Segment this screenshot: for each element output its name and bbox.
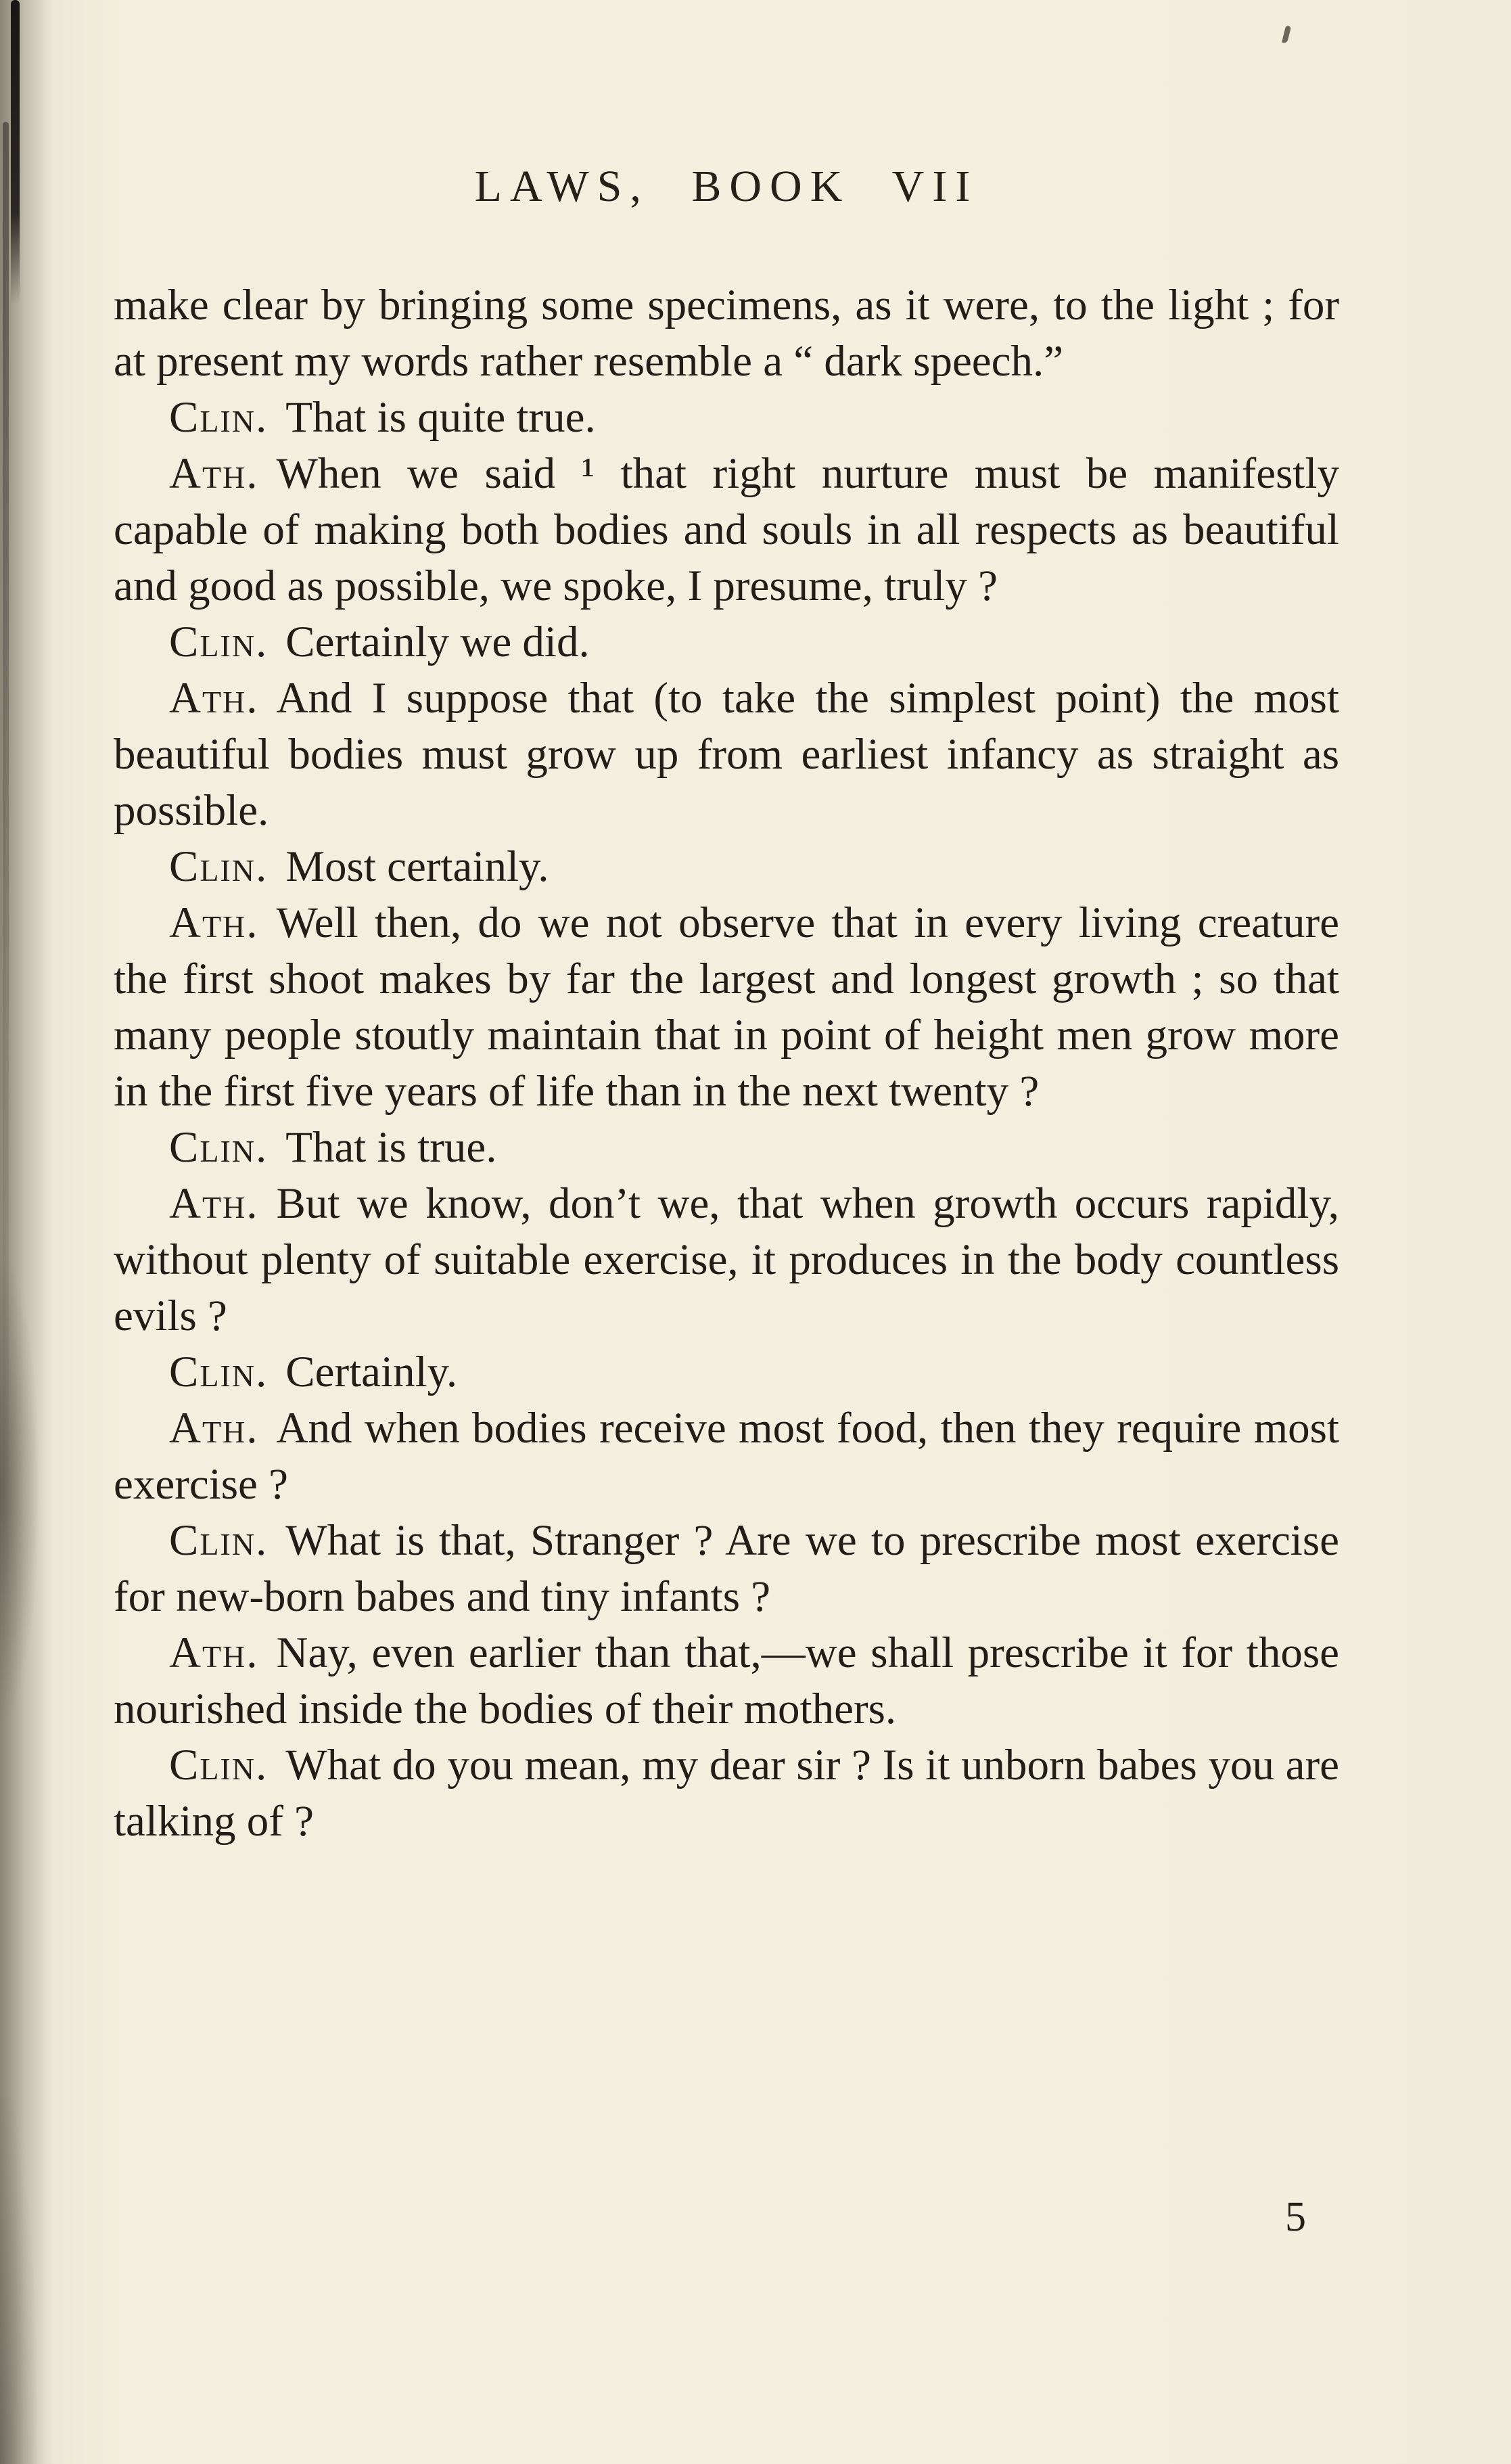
paragraph-text: When we said ¹ that right nurture must be manifestly capable of making both bodies and souls in all respects as beautiful and good as possible, we spoke, I presume, truly ? xyxy=(114,449,1339,610)
page-number: 5 xyxy=(1285,2194,1306,2240)
speaker-label: Clin. xyxy=(169,618,269,666)
speaker-label: Clin. xyxy=(169,393,269,442)
paragraph-text: And when bodies receive most food, then they require most exercise ? xyxy=(114,1404,1339,1509)
paragraph-text: What do you mean, my dear sir ? Is it unborn babes you are talking of ? xyxy=(114,1741,1339,1846)
paragraph-text: But we know, don’t we, that when growth occurs rapidly, without plenty of suitable exercise, it produces in the body countless evils ? xyxy=(114,1179,1339,1340)
speaker-label: Ath. xyxy=(169,898,259,947)
scan-smudge-bottom xyxy=(0,2097,37,2464)
paragraph-text: Well then, do we not observe that in every living creature the first shoot makes by far the largest and longest growth ; so that many people stoutly maintain that in point of height men grow more in the first five years of life than in the next twenty ? xyxy=(114,898,1339,1116)
paragraph-text: What is that, Stranger ? Are we to prescribe most exercise for new-born babes and tiny infants ? xyxy=(114,1516,1339,1621)
speaker-label: Ath. xyxy=(169,1404,259,1453)
dialogue-text xyxy=(114,277,1339,1850)
page-header: LAWS, BOOK VII xyxy=(474,162,979,211)
paragraph-text: That is true. xyxy=(285,1123,497,1172)
speaker-label: Clin. xyxy=(169,1123,269,1172)
paragraph xyxy=(114,1625,1339,1737)
paragraph xyxy=(114,1513,1339,1625)
speaker-label: Clin. xyxy=(169,842,269,891)
scan-smudge-middle xyxy=(0,1252,41,1725)
paragraph-text: Certainly we did. xyxy=(285,618,590,666)
paragraph-text: That is quite true. xyxy=(285,393,596,442)
paragraph xyxy=(114,1400,1339,1513)
paragraph xyxy=(114,895,1339,1120)
paragraph xyxy=(114,1120,1339,1176)
paragraph-text: Most certainly. xyxy=(285,842,549,891)
paragraph-text: And I suppose that (to take the simplest point) the most beautiful bodies must grow up from earliest infancy as straight as possible. xyxy=(114,674,1339,835)
paragraph xyxy=(114,277,1339,390)
speaker-label: Clin. xyxy=(169,1516,269,1565)
text-block xyxy=(114,0,1339,1850)
paragraph xyxy=(114,390,1339,446)
paragraph xyxy=(114,614,1339,670)
speaker-label: Ath. xyxy=(169,449,259,498)
paragraph-text: Certainly. xyxy=(285,1348,458,1396)
speaker-label: Ath. xyxy=(169,1628,259,1677)
paragraph xyxy=(114,839,1339,895)
speaker-label: Clin. xyxy=(169,1348,269,1396)
paragraph-text: make clear by bringing some specimens, as it were, to the light ; for at present my words rather resemble a “ dark speech.” xyxy=(114,281,1339,386)
spine-line xyxy=(11,0,20,304)
paragraph xyxy=(114,1344,1339,1400)
paragraph-text: Nay, even earlier than that,—we shall prescribe it for those nourished inside the bodies of their mothers. xyxy=(114,1628,1339,1733)
paragraph xyxy=(114,1737,1339,1850)
speaker-label: Ath. xyxy=(169,674,259,723)
speaker-label: Ath. xyxy=(169,1179,259,1228)
paragraph xyxy=(114,1176,1339,1344)
speaker-label: Clin. xyxy=(169,1741,269,1789)
paragraph xyxy=(114,670,1339,839)
paragraph xyxy=(114,446,1339,614)
